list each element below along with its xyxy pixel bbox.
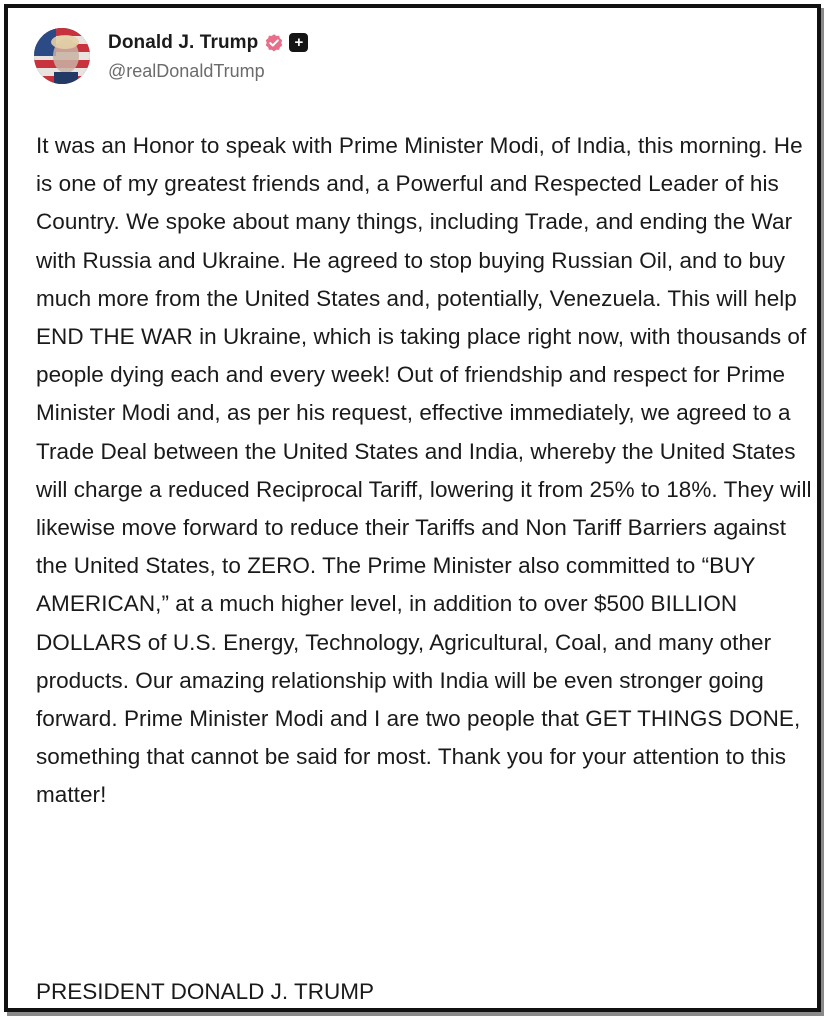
verified-badge-icon [264,33,284,53]
post-text: It was an Honor to speak with Prime Minister Modi, of India, this morning. He is one of my greatest friends and, a Powerful and Respected Leader of his Country. We spoke about many things, including Trade, and ending the War with Russia and Ukraine. He agreed to stop buying Russian Oil, and to buy much more from the United States and, potentially, Venezuela. This will help END THE WAR in Ukraine, which is taking place right now, with thousands of people dying each and every week! Out of friendship and respect for Prime Minister Modi and, as per his request, effective immediately, we agreed to a Trade Deal between the United States and India, whereby the United States will charge a reduced Reciprocal Tariff, lowering it from 25% to 18%. They will likewise move forward to reduce their Tariffs and Non Tariff Barriers against the United States, to ZERO. The Prime Minister also committed to “BUY AMERICAN,” at a much higher level, in addition to over $500 BILLION DOLLARS of U.S. Energy, Technology, Agricultural, Coal, and many other products. Our amazing relationship with India will be even stronger going forward. Prime Minister Modi and I are two people that GET THINGS DONE, something that cannot be said for most. Thank you for your attention to this matter! [36,133,812,808]
avatar[interactable] [34,28,90,84]
display-name[interactable]: Donald J. Trump [108,31,259,53]
author-names [108,31,308,82]
post-header [34,28,308,84]
post-signature: PRESIDENT DONALD J. TRUMP [36,979,374,1004]
avatar-image [34,28,90,84]
plus-badge-icon: + [289,33,308,52]
name-row [108,31,308,55]
post-card [4,4,821,1012]
username-handle[interactable]: @realDonaldTrump [108,60,265,81]
